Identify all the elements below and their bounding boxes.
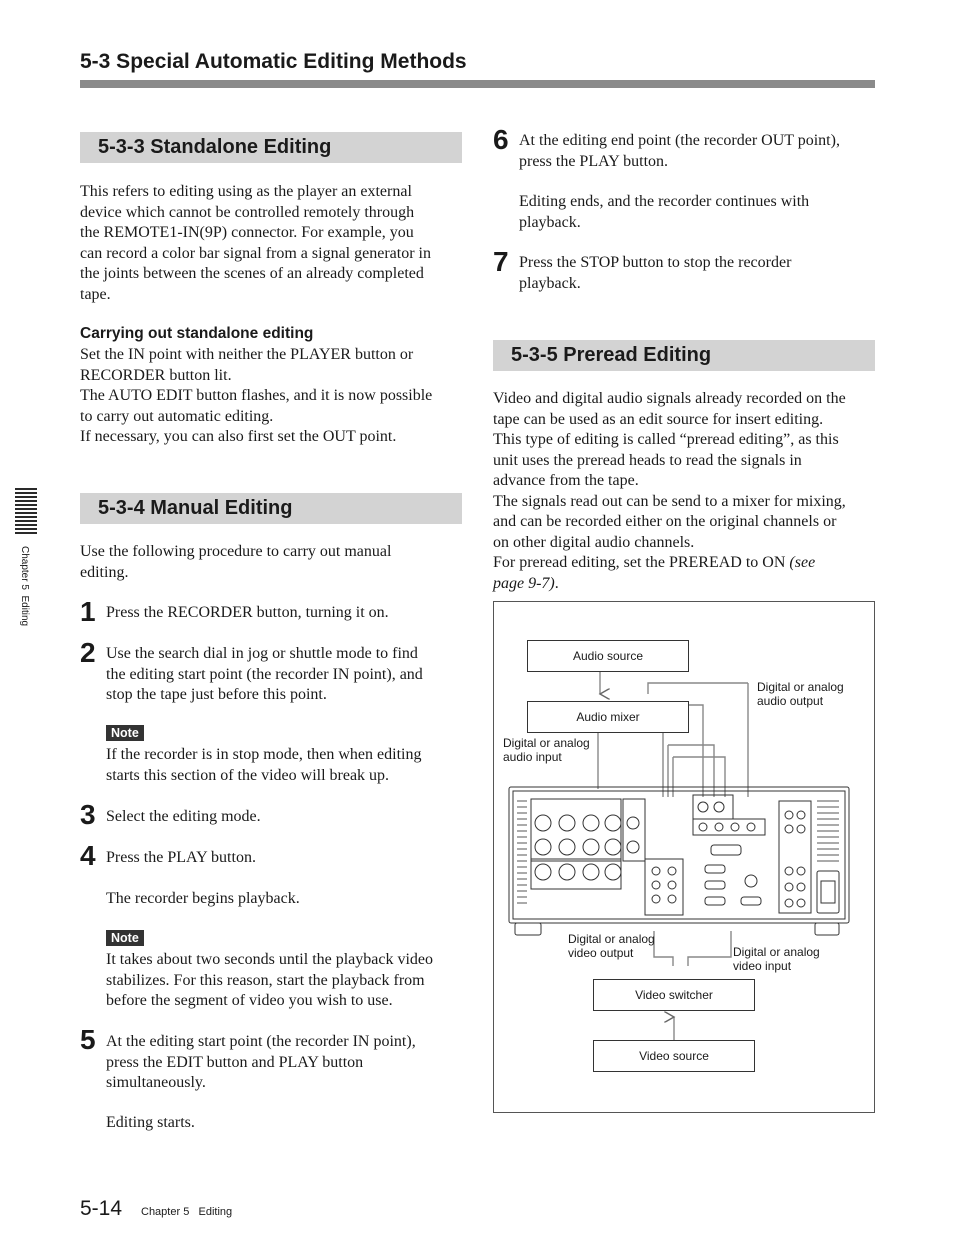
text-line: Press the PLAY button. — [106, 849, 256, 866]
text-line: press the EDIT button and PLAY button — [106, 1053, 364, 1071]
section-heading-standalone: 5-3-3 Standalone Editing — [80, 132, 462, 163]
chapter-thumb-tab — [15, 488, 37, 534]
step-number: 5 — [80, 1024, 96, 1055]
text-line: This refers to editing using as the player an external — [80, 183, 412, 200]
header-rule — [80, 80, 875, 88]
text-line: Use the search dial in jog or shuttle mode to find — [106, 645, 418, 662]
text-line — [493, 553, 883, 574]
standalone-body — [80, 345, 470, 448]
text-line: simultaneously. — [106, 1074, 206, 1091]
note-text — [106, 950, 466, 1012]
text-line: Video and digital audio signals already recorded on the — [493, 390, 846, 407]
note-badge: Note — [106, 930, 144, 946]
chapter-heading: 5-3 Special Automatic Editing Methods — [80, 50, 467, 73]
footer-chapter-name: Editing — [198, 1206, 233, 1218]
text-line: audio output — [757, 694, 824, 708]
text-line: video input — [733, 959, 792, 973]
text-line: If the recorder is in stop mode, then when editing — [106, 746, 422, 763]
text-line: The AUTO EDIT button flashes, and it is now possible — [80, 387, 433, 404]
label-digital-audio-input — [503, 736, 590, 764]
diagram-lines — [493, 601, 875, 1113]
step-number: 3 — [80, 799, 96, 830]
step-result — [519, 192, 879, 233]
step-text — [519, 131, 879, 172]
step-number: 1 — [80, 596, 96, 627]
audio-mixer-box: Audio mixer — [527, 701, 689, 733]
text-line: Select the editing mode. — [106, 808, 261, 825]
subheading-carrying-out: Carrying out standalone editing — [80, 325, 314, 342]
text-span: For preread editing, set the PREREAD to ON — [493, 554, 790, 571]
text-line: before the segment of video you wish to use. — [106, 992, 393, 1009]
video-source-box: Video source — [593, 1040, 755, 1072]
text-line: stop the tape just before this point. — [106, 686, 327, 703]
text-line: Editing ends, and the recorder continues with — [519, 193, 810, 210]
manual-intro — [80, 542, 470, 583]
label-digital-video-output — [568, 932, 655, 960]
text-line: stabilizes. For this reason, start the playback from — [106, 971, 425, 989]
note-badge: Note — [106, 725, 144, 741]
text-line: can record a color bar signal from a signal generator in — [80, 244, 431, 262]
side-chapter-name: Editing — [19, 595, 30, 627]
text-line: starts this section of the video will break up. — [106, 766, 390, 784]
cross-reference-page[interactable]: page 9-7) — [493, 574, 555, 592]
text-line: press the PLAY button. — [519, 152, 669, 170]
text-span: . — [554, 574, 559, 592]
note-text — [106, 745, 466, 786]
text-line: playback. — [519, 213, 581, 231]
step-text — [106, 1032, 466, 1094]
step-text — [106, 848, 466, 869]
text-line: Digital or analog — [757, 680, 844, 694]
text-line: video output — [568, 946, 634, 960]
footer-chapter — [141, 1206, 232, 1218]
standalone-intro — [80, 182, 470, 305]
connection-diagram — [493, 601, 875, 1113]
step-number: 7 — [493, 246, 509, 277]
text-line: Use the following procedure to carry out manual — [80, 543, 392, 560]
step-result: The recorder begins playback. — [106, 890, 300, 907]
footer-chapter-label: Chapter 5 — [141, 1206, 190, 1218]
step-text — [519, 253, 879, 294]
side-chapter: Chapter 5 — [19, 546, 30, 590]
section-heading-preread: 5-3-5 Preread Editing — [493, 340, 875, 371]
side-chapter-label — [19, 546, 30, 656]
text-line: audio input — [503, 750, 562, 764]
step-result: Editing starts. — [106, 1114, 195, 1131]
text-line: Digital or analog — [733, 945, 820, 959]
text-line — [493, 574, 883, 595]
step-number: 2 — [80, 637, 96, 668]
text-line: Set the IN point with neither the PLAYER button or — [80, 346, 414, 363]
text-line: playback. — [519, 274, 581, 292]
step-text — [106, 807, 466, 828]
text-line: RECORDER button lit. — [80, 366, 232, 384]
audio-source-box: Audio source — [527, 640, 689, 672]
text-line: tape can be used as an edit source for insert editing. — [493, 410, 824, 428]
text-line: Press the STOP button to stop the recorder — [519, 254, 792, 271]
text-line: At the editing end point (the recorder OUT point), — [519, 132, 840, 149]
page-number: 5-14 — [80, 1197, 123, 1220]
text-line: At the editing start point (the recorder IN point), — [106, 1033, 416, 1050]
label-digital-audio-output — [757, 680, 844, 708]
text-line: the editing start point (the recorder IN point), and — [106, 665, 423, 683]
step-text — [106, 644, 466, 706]
cross-reference[interactable]: (see — [789, 554, 816, 571]
video-switcher-box: Video switcher — [593, 979, 755, 1011]
text-line: If necessary, you can also first set the OUT point. — [80, 428, 397, 445]
section-heading-manual: 5-3-4 Manual Editing — [80, 493, 462, 524]
step-number: 6 — [493, 124, 509, 155]
text-line: The signals read out can be send to a mixer for mixing, — [493, 492, 846, 510]
text-line: unit uses the preread heads to read the signals in — [493, 451, 802, 469]
preread-body — [493, 389, 883, 594]
text-line: advance from the tape. — [493, 472, 639, 489]
text-line: tape. — [80, 285, 111, 303]
text-line: to carry out automatic editing. — [80, 407, 274, 425]
text-line: the REMOTE1-IN(9P) connector. For example, you — [80, 224, 414, 241]
text-line: This type of editing is called “preread editing”, as this — [493, 431, 839, 448]
text-line: the joints between the scenes of an already completed — [80, 265, 424, 282]
step-text — [106, 603, 466, 624]
label-digital-video-input — [733, 945, 820, 973]
text-line: on other digital audio channels. — [493, 533, 695, 551]
text-line: Digital or analog — [503, 736, 590, 750]
step-number: 4 — [80, 840, 96, 871]
text-line: Digital or analog — [568, 932, 655, 946]
text-line: editing. — [80, 563, 129, 581]
text-line: device which cannot be controlled remotely through — [80, 203, 415, 221]
text-line: It takes about two seconds until the playback video — [106, 951, 434, 968]
text-line: Press the RECORDER button, turning it on. — [106, 604, 389, 621]
text-line: and can be recorded either on the original channels or — [493, 513, 837, 530]
